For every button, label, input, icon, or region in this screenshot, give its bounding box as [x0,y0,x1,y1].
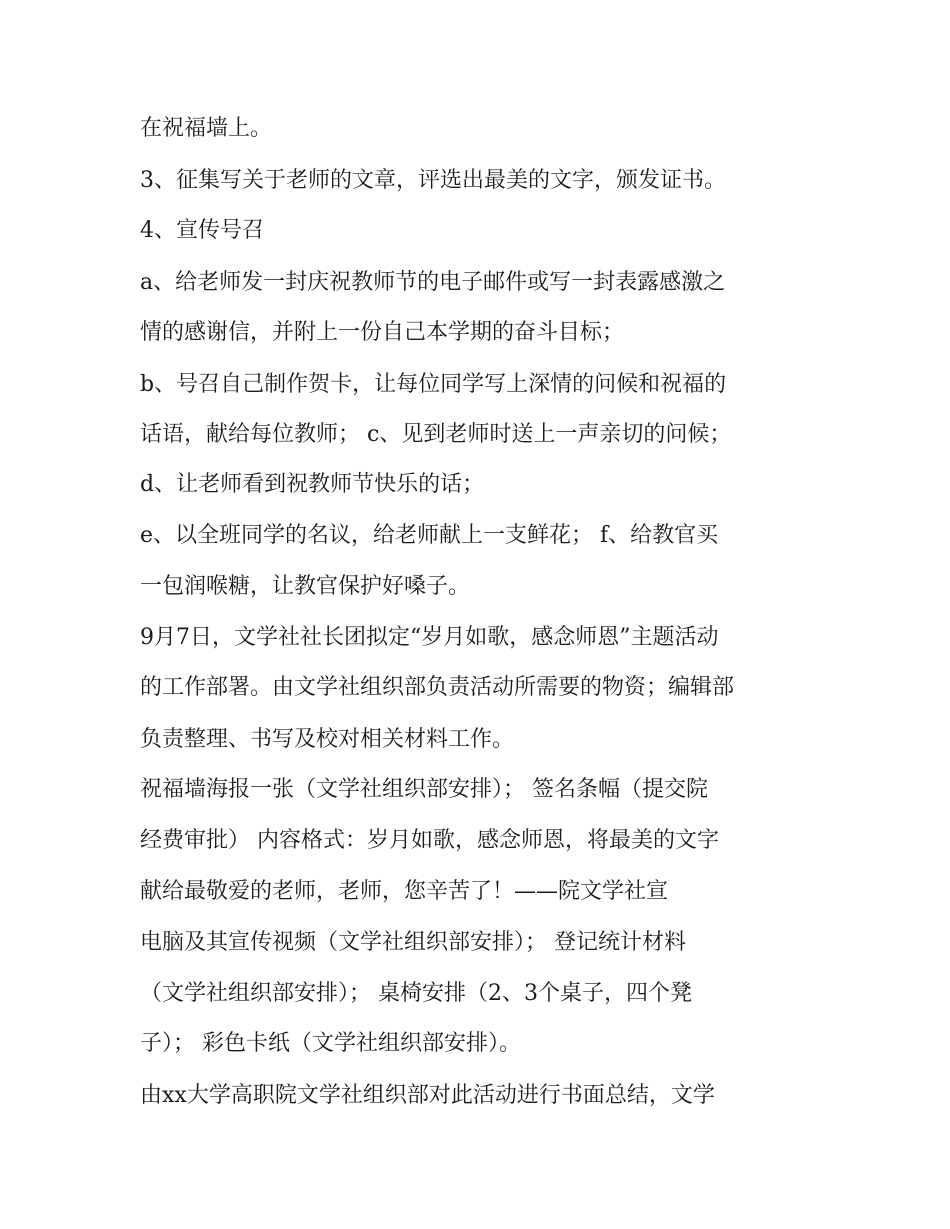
text-line: 经费审批） 内容格式：岁月如歌，感念师恩，将最美的文字 [140,828,719,853]
text-line: 话语，献给每位教师； c、见到老师时送上一声亲切的问候； [140,422,732,447]
text-line: 情的感谢信，并附上一份自己本学期的奋斗目标； [140,320,625,345]
text-line: b、号召自己制作贺卡，让每位同学写上深情的问候和祝福的 [140,372,727,397]
text-line: 负责整理、书写及校对相关材料工作。 [140,727,515,752]
text-line: 3、征集写关于老师的文章，评选出最美的文字，颁发证书。 [140,168,726,193]
text-line: 子）； 彩色卡纸（文学社组织部安排）。 [140,1031,521,1056]
text-line: 一包润喉糖，让教官保护好嗓子。 [140,574,471,599]
text-line: 由xx大学高职院文学社组织部对此活动进行书面总结，文学 [140,1083,715,1108]
text-line: 在祝福墙上。 [140,116,273,141]
text-line: d、让老师看到祝教师节快乐的话； [140,472,485,497]
text-line: 的工作部署。由文学社组织部负责活动所需要的物资；编辑部 [140,675,735,700]
text-line: e、以全班同学的名议，给老师献上一支鲜花； f、给教官买 [140,523,719,548]
text-line: 献给最敬爱的老师，老师，您辛苦了！——院文学社宣 [140,879,669,904]
text-line: 9月7日，文学社社长团拟定“岁月如歌，感念师恩”主题活动 [140,625,719,650]
text-line: a、给老师发一封庆祝教师节的电子邮件或写一封表露感激之 [140,270,726,295]
text-line: 电脑及其宣传视频（文学社组织部安排）； 登记统计材料 [140,930,686,955]
text-line: 祝福墙海报一张（文学社组织部安排）； 签名条幅（提交院 [140,777,708,802]
text-line: （文学社组织部安排）； 桌椅安排（2、3个桌子，四个凳 [140,981,692,1006]
section-heading: 4、宣传号召 [140,218,264,243]
